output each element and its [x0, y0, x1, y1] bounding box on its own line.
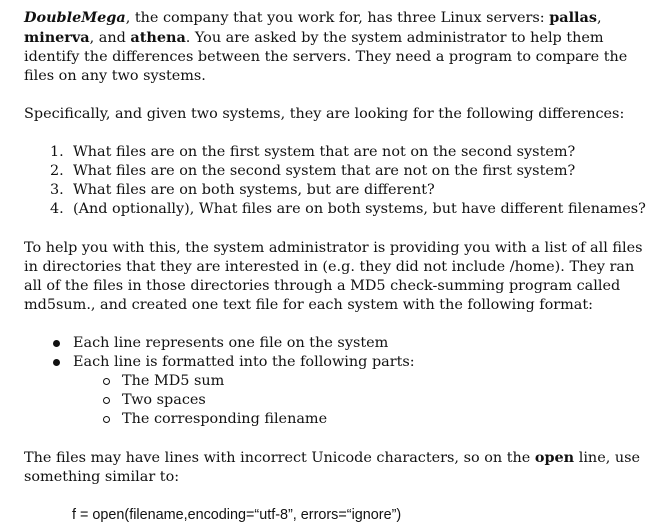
intro-text: , the company that you work for, has three Linux servers: [125, 10, 550, 26]
unicode-text-end: line, use something similar to: [24, 450, 641, 485]
list-item [24, 143, 650, 162]
list-item [24, 353, 650, 429]
list-number: 4. [50, 201, 64, 217]
help-paragraph: To help you with this, the system administrator is providing you with a list of all files in directories that they are interested in (e.g. they did not include /home). They ran all of the files in those directories through a MD5 check-summing program called md5sum., and created one text file for each system with the following format: [24, 240, 643, 313]
list-item-text: Each line represents one file on the system [73, 335, 389, 351]
list-number: 1. [50, 144, 64, 160]
server-athena: athena [130, 29, 186, 46]
format-parts-list [73, 372, 650, 429]
specifically-paragraph: Specifically, and given two systems, they are looking for the following differences: [24, 106, 625, 122]
separator: , and [89, 30, 131, 46]
document-body [24, 8, 650, 525]
server-pallas: pallas [549, 9, 597, 26]
intro-text-end: . You are asked by the system administrator to help them identify the differences between the servers. They need a program to compare the files on any two systems. [24, 30, 628, 84]
open-keyword: open [534, 449, 575, 466]
server-minerva: minerva [24, 29, 90, 46]
list-number: 3. [50, 182, 64, 198]
circle-bullet-icon [103, 416, 110, 423]
unicode-paragraph [24, 448, 650, 487]
format-list [24, 334, 650, 429]
separator: , [596, 10, 602, 26]
sub-list-item [73, 372, 650, 391]
circle-bullet-icon [103, 397, 110, 404]
list-item-text: What files are on the first system that are not on the second system? [73, 144, 576, 160]
intro-paragraph [24, 8, 650, 86]
circle-bullet-icon [103, 378, 110, 385]
list-item [24, 181, 650, 200]
company-name: DoubleMega [24, 9, 126, 26]
bullet-icon [53, 340, 60, 347]
list-item-text: Each line is formatted into the following parts: [73, 354, 415, 370]
bullet-icon [53, 359, 60, 366]
list-item [24, 334, 650, 353]
list-item-text: (And optionally), What files are on both systems, but have different filenames? [73, 201, 646, 217]
sub-list-item-text: The corresponding filename [122, 411, 328, 427]
list-item-text: What files are on the second system that are not on the first system? [73, 163, 576, 179]
unicode-text: The files may have lines with incorrect Unicode characters, so on the [24, 450, 535, 466]
sub-list-item-text: The MD5 sum [122, 373, 225, 389]
questions-list [24, 143, 650, 219]
sub-list-item [73, 391, 650, 410]
code-line: f = open(filename,encoding=“utf-8”, errors=“ignore”) [72, 507, 402, 523]
sub-list-item-text: Two spaces [122, 392, 206, 408]
list-number: 2. [50, 163, 64, 179]
list-item [24, 162, 650, 181]
sub-list-item [73, 410, 650, 429]
list-item-text: What files are on both systems, but are different? [73, 182, 435, 198]
list-item [24, 200, 650, 219]
